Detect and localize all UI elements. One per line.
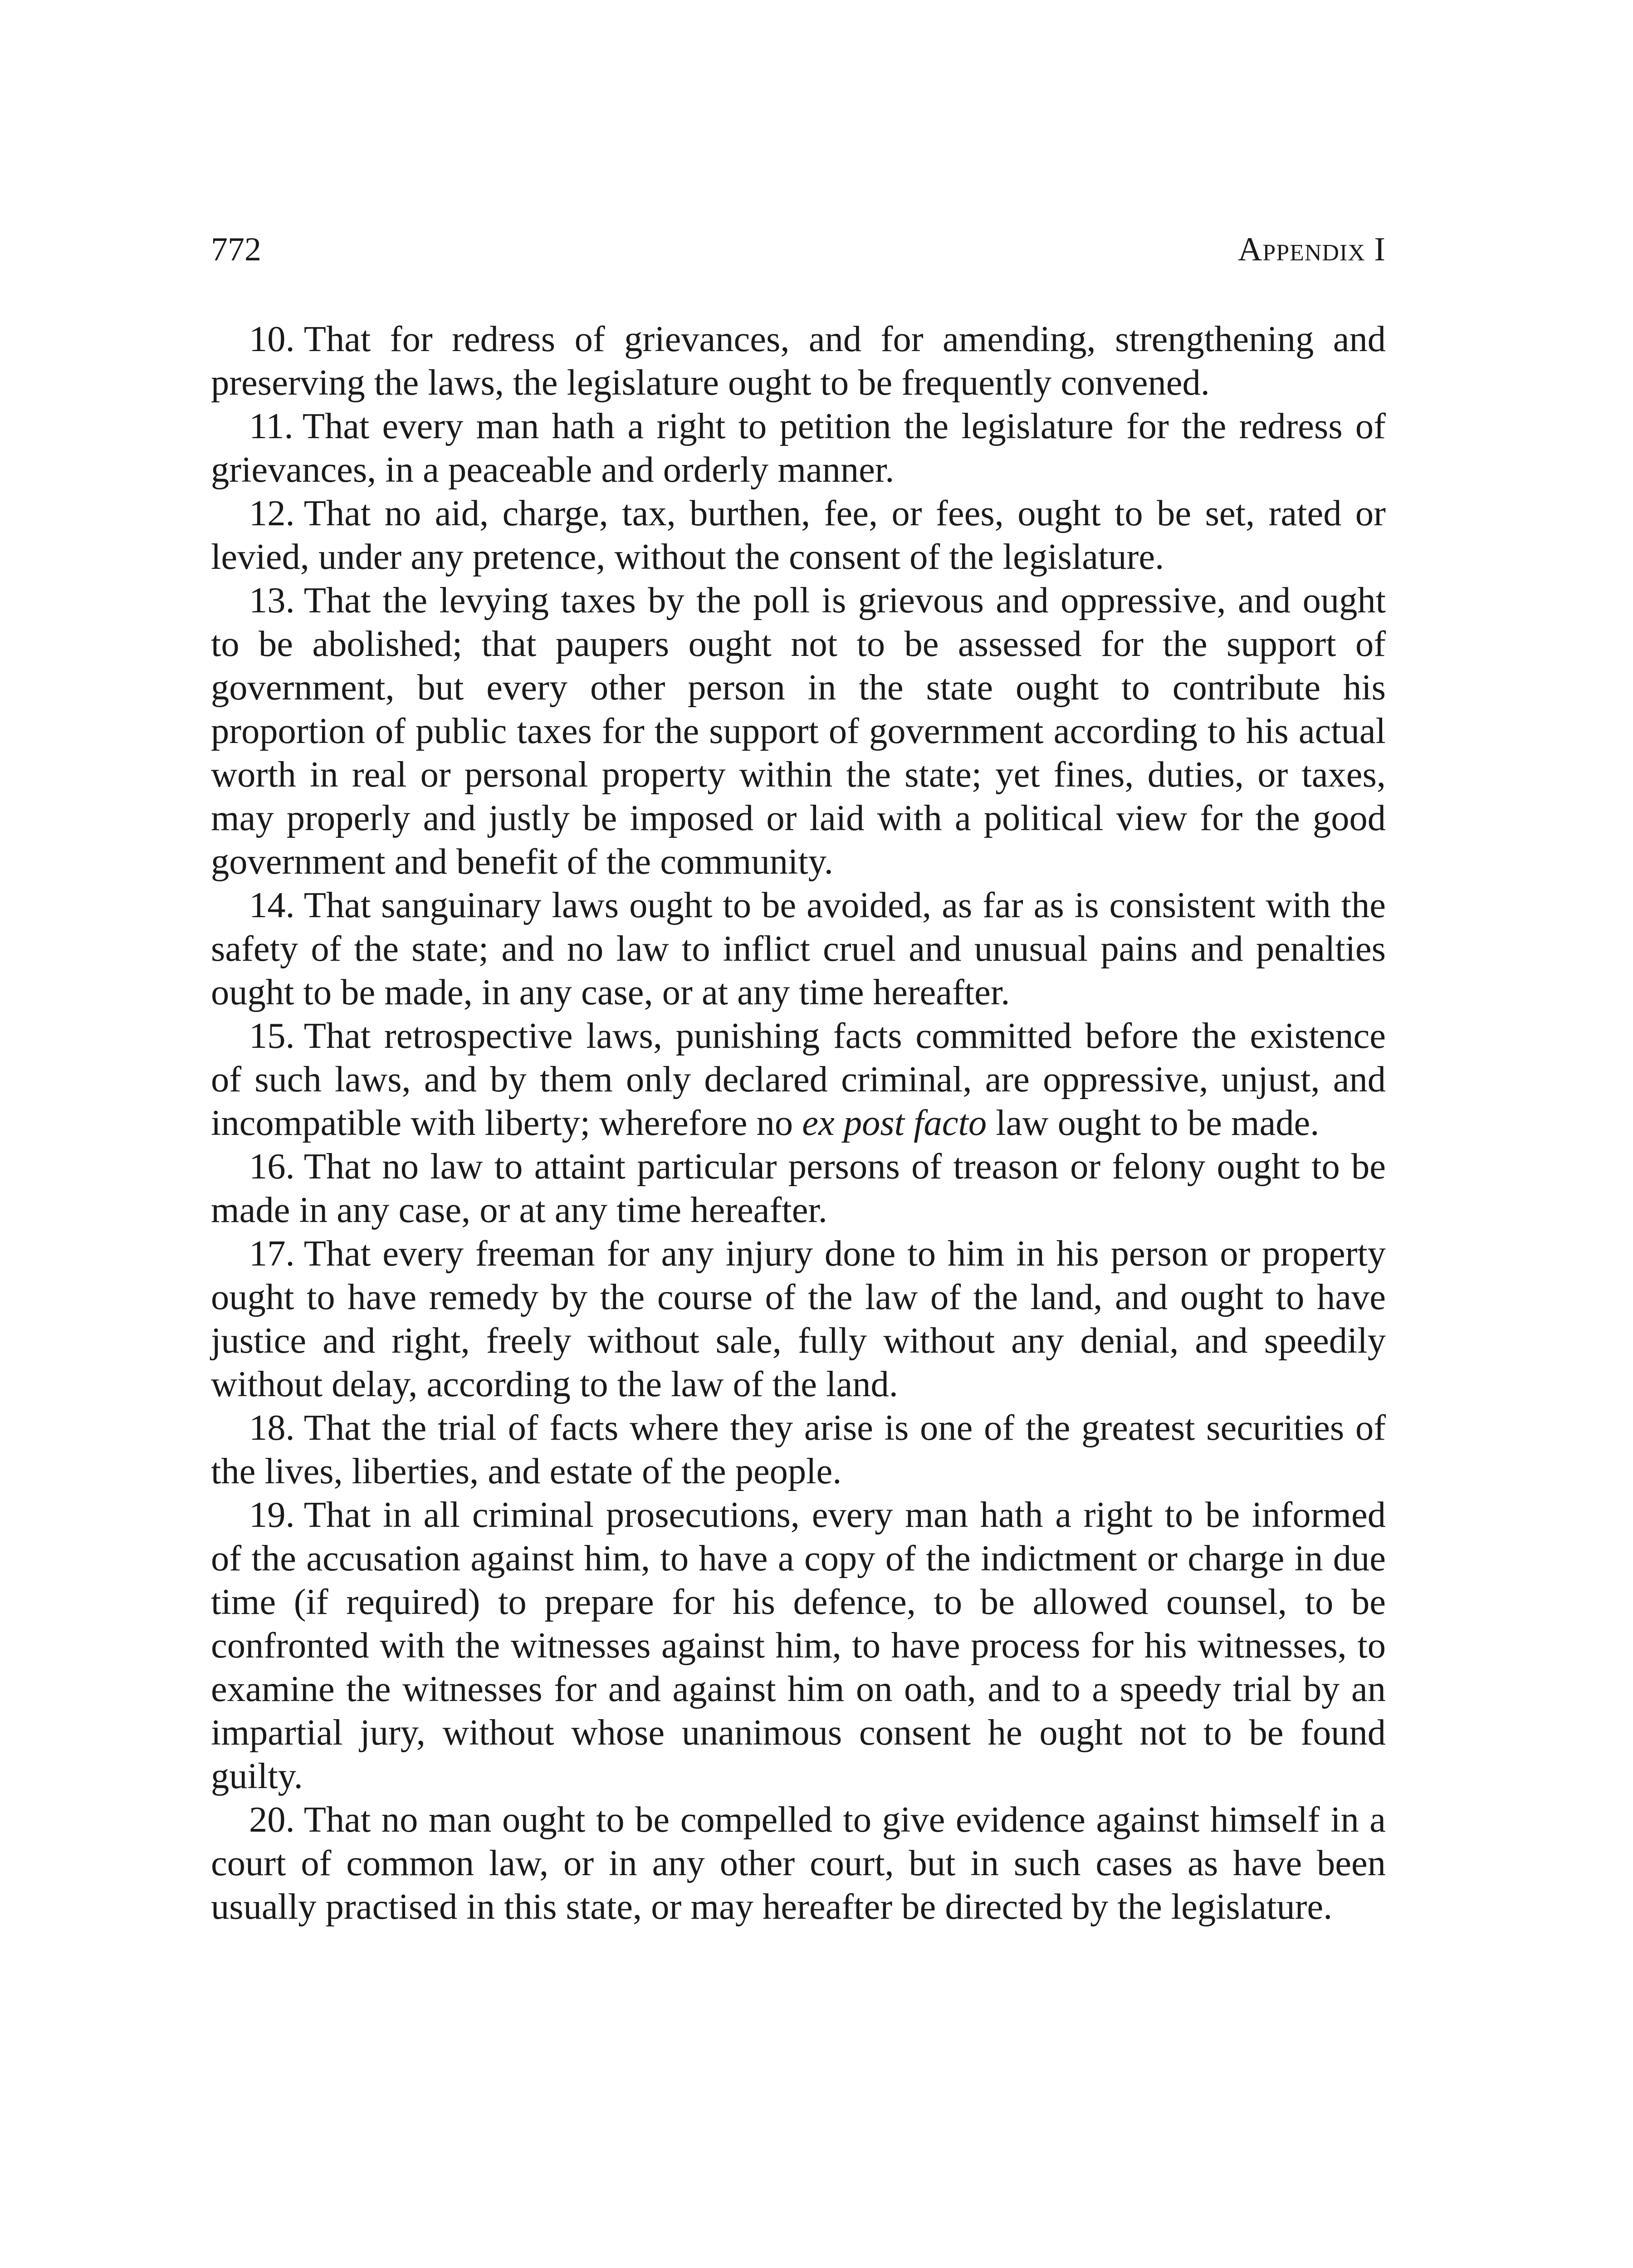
article-number: 12. [249,493,295,533]
article-number: 11. [249,406,293,446]
article-10 [211,318,1386,405]
article-number: 15. [249,1016,295,1056]
page-header [211,229,1386,270]
article-text: That no man ought to be compelled to give evidence against himself in a court of common law, or in any other court, but in such cases as have been usually practised in this state, or may hereafter be directed by the legislature. [211,1799,1386,1927]
article-text: That no aid, charge, tax, burthen, fee, or fees, ought to be set, rated or levied, under any pretence, without the consent of the legislature. [211,493,1386,577]
article-number: 20. [249,1799,295,1840]
article-number: 10. [249,319,295,359]
article-12 [211,492,1386,579]
article-18 [211,1406,1386,1493]
article-20 [211,1798,1386,1929]
article-13 [211,579,1386,884]
article-text: That retrospective laws, punishing facts committed before the existence of such laws, and by them only declared criminal, are oppressive, unjust, and incompatible with liberty; wherefore no [211,1016,1386,1143]
article-text-continued: law ought to be made. [987,1103,1320,1143]
page-number: 772 [211,231,261,268]
article-text: That in all criminal prosecutions, every man hath a right to be informed of the accusation against him, to have a copy of the indictment or charge in due time (if required) to prepare for his defence, to be allowed counsel, to be confronted with the witnesses against him, to have process for his witnesses, to examine the witnesses for and against him on oath, and to a speedy trial by an impartial jury, without whose unanimous consent he ought not to be found guilty. [211,1495,1386,1796]
article-11 [211,405,1386,492]
article-number: 14. [249,885,295,925]
article-19 [211,1493,1386,1798]
article-15 [211,1014,1386,1145]
article-number: 18. [249,1408,295,1448]
article-number: 16. [249,1146,295,1187]
article-text: That the trial of facts where they arise is one of the greatest securities of the lives, liberties, and estate of the people. [211,1408,1386,1491]
article-number: 19. [249,1495,295,1535]
article-text: That the levying taxes by the poll is grievous and oppressive, and ought to be abolished; that paupers ought not to be assessed for the support of government, but every other person in the state ought to contribute his proportion of public taxes for the support of government according to his actual worth in real or personal property within the state; yet fines, duties, or taxes, may properly and justly be imposed or laid with a political view for the good government and benefit of the community. [211,580,1386,882]
latin-phrase: ex post facto [802,1103,987,1143]
article-17 [211,1232,1386,1406]
article-text: That no law to attaint particular persons of treason or felony ought to be made in any case, or at any time hereafter. [211,1146,1386,1230]
article-14 [211,884,1386,1014]
article-number: 13. [249,580,295,621]
article-16 [211,1145,1386,1232]
body-text [211,318,1386,1929]
article-text: That every freeman for any injury done to him in his person or property ought to have remedy by the course of the law of the land, and ought to have justice and right, freely without sale, fully without any denial, and speedily without delay, according to the law of the land. [211,1233,1386,1404]
article-text: That sanguinary laws ought to be avoided, as far as is consistent with the safety of the state; and no law to inflict cruel and unusual pains and penalties ought to be made, in any case, or at any time hereafter. [211,885,1386,1012]
article-text: That for redress of grievances, and for amending, strengthening and preserving the laws, the legislature ought to be frequently convened. [211,319,1386,403]
article-text: That every man hath a right to petition the legislature for the redress of grievances, in a peaceable and orderly manner. [211,406,1386,490]
running-head: Appendix I [1237,231,1386,268]
article-number: 17. [249,1233,295,1274]
